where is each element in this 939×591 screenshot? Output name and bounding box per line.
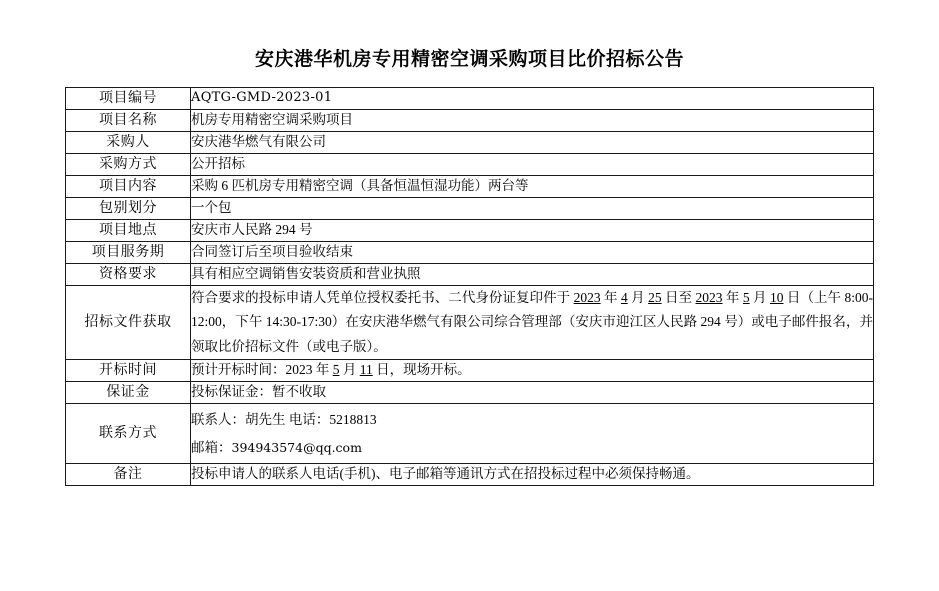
plain-text: 月 (749, 290, 771, 305)
table-row (66, 176, 874, 198)
underlined-text: 4 (620, 290, 628, 305)
row-label: 备注 (66, 463, 191, 485)
row-label: 项目地点 (66, 220, 191, 242)
table-row (66, 220, 874, 242)
row-value: 具有相应空调销售安装资质和营业执照 (191, 264, 874, 286)
table-row-contact (66, 403, 874, 463)
plain-text: 年 (722, 290, 743, 305)
row-value: 合同签订后至项目验收结束 (191, 242, 874, 264)
table-row (66, 198, 874, 220)
row-value: 一个包 (191, 198, 874, 220)
row-label: 联系方式 (66, 403, 191, 463)
row-label: 项目名称 (66, 110, 191, 132)
table-row (66, 132, 874, 154)
plain-text: 预计开标时间：2023 年 (191, 361, 333, 377)
underlined-text: 2023 (695, 290, 723, 305)
row-value (191, 403, 874, 463)
table-row (66, 110, 874, 132)
notice-table (65, 87, 874, 486)
row-label: 资格要求 (66, 264, 191, 286)
table-row-deposit (66, 381, 874, 403)
plain-text: 月 (627, 290, 649, 305)
underlined-text: 10 (770, 290, 784, 305)
row-value (191, 286, 874, 360)
row-label: 项目编号 (66, 88, 191, 110)
row-label: 保证金 (66, 381, 191, 403)
row-value (191, 359, 874, 381)
underlined-text: 25 (648, 290, 662, 305)
row-label: 项目内容 (66, 176, 191, 198)
contact-email-line (191, 434, 873, 462)
acquisition-paragraph (191, 286, 873, 359)
row-value: 公开招标 (191, 154, 874, 176)
plain-text: ，现场开标。 (389, 361, 471, 377)
plain-text: 年 (600, 290, 621, 305)
underlined-text: 11 (359, 361, 373, 377)
underlined-text: 2023 (573, 290, 601, 305)
table-row (66, 88, 874, 110)
table-row (66, 154, 874, 176)
bid-open-text (191, 360, 873, 381)
row-value: 投标保证金：暂不收取 (191, 381, 874, 403)
document-page (0, 44, 939, 591)
row-value: 安庆港华燃气有限公司 (191, 132, 874, 154)
email-label: 邮箱： (191, 440, 232, 456)
plain-text: 日至 (661, 290, 696, 305)
underlined-text: 5 (332, 361, 340, 377)
row-label: 招标文件获取 (66, 286, 191, 360)
underlined-text: 5 (742, 290, 750, 305)
row-value: 安庆市人民路 294 号 (191, 220, 874, 242)
row-value: 投标申请人的联系人电话(手机)、电子邮箱等通讯方式在招投标过程中必须保持畅通。 (191, 463, 874, 485)
contact-person-line: 联系人：胡先生 电话：5218813 (191, 411, 377, 427)
table-row (66, 242, 874, 264)
table-row-bid-open (66, 359, 874, 381)
plain-text: 日（上午 8:00-12:00，下午 14:30-17:30）在安庆港华燃气有限公司综合管理部（安庆市迎江区人民路 294 号）或电子邮件报名，并领取比价招标文件（或电子版）。 (191, 290, 874, 354)
plain-text: 符合要求的投标申请人凭单位授权委托书、二代身份证复印件于 (191, 290, 574, 305)
row-label: 项目服务期 (66, 242, 191, 264)
plain-text: 月 (339, 361, 360, 377)
row-value: 机房专用精密空调采购项目 (191, 110, 874, 132)
table-row-remark (66, 463, 874, 485)
table-row-acquisition (66, 286, 874, 360)
plain-text: 日 (372, 361, 390, 377)
row-label: 采购人 (66, 132, 191, 154)
row-label: 包别划分 (66, 198, 191, 220)
table-row (66, 264, 874, 286)
email-value: 394943574@qq.com (231, 440, 362, 456)
row-label: 采购方式 (66, 154, 191, 176)
row-value: AQTG-GMD-2023-01 (191, 88, 874, 110)
notice-table-body (66, 88, 874, 486)
page-title: 安庆港华机房专用精密空调采购项目比价招标公告 (254, 49, 684, 70)
row-label: 开标时间 (66, 359, 191, 381)
row-value: 采购 6 匹机房专用精密空调（具备恒温恒湿功能）两台等 (191, 176, 874, 198)
